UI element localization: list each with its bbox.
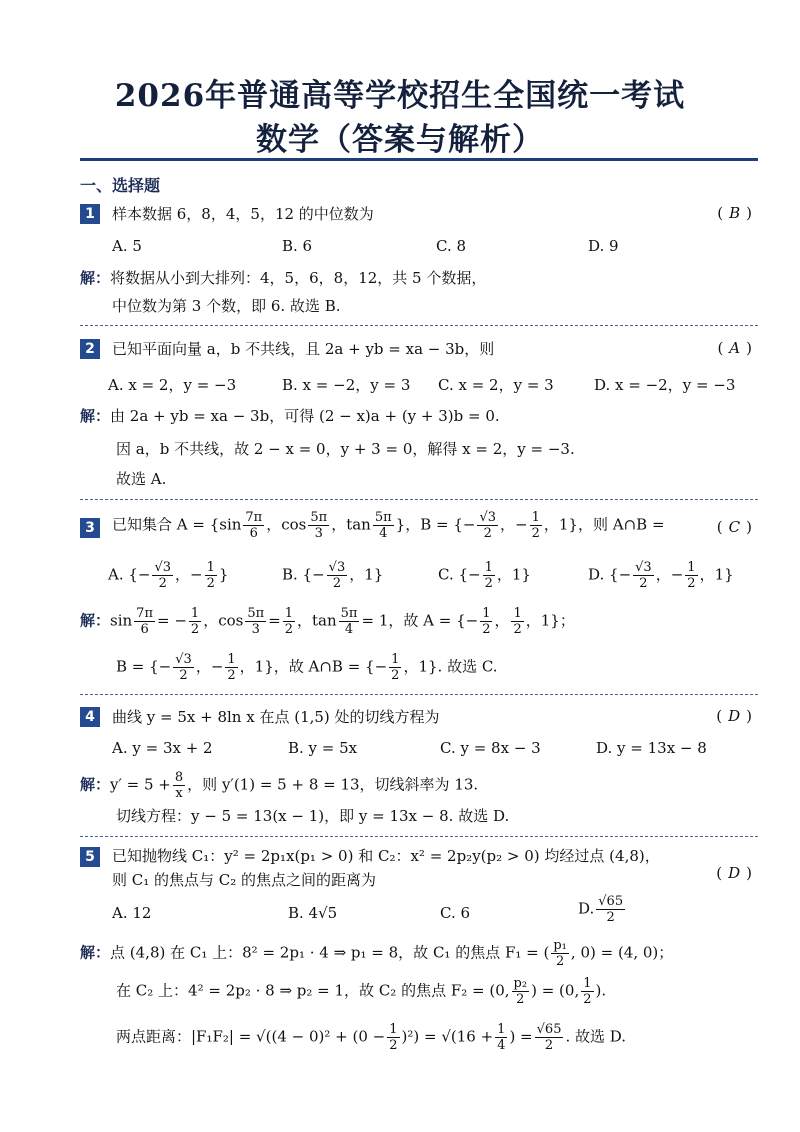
question-number-4: 4 bbox=[80, 707, 100, 727]
question-5-answer: ( D ) bbox=[716, 864, 752, 882]
exam-title: 2026年普通高等学校招生全国统一考试 bbox=[114, 78, 686, 114]
divider bbox=[80, 836, 758, 837]
option-a: A. y = 3x + 2 bbox=[112, 739, 213, 757]
question-2-stem: 已知平面向量 a，b 不共线，且 2a + yb = xa − 3b，则 bbox=[112, 340, 495, 358]
option-a: A. 5 bbox=[112, 237, 142, 255]
option-a: A. x = 2，y = −3 bbox=[108, 376, 237, 394]
option-d: D. 9 bbox=[588, 237, 619, 255]
divider bbox=[80, 325, 758, 326]
option-c: C. 8 bbox=[436, 237, 467, 255]
solution-5-line-1: 解：点 (4,8) 在 C₁ 上：8² = 2p₁ · 4 ⇒ p₁ = 8，故 C₁ 的焦点 F₁ = ( $\frac{\text{p₁}}{2}$ , 0) = (4, 0)； bbox=[80, 938, 674, 969]
solution-3-line-1: 解：sin $\frac{7\pi}{6}$ = − $\frac{1}{2}$ ，cos $\frac{5\pi}{3}$ = $\frac{1}{2}$ ，tan $\frac{5\pi}{4}$ = 1，故 A = {− $\frac{1}{2}$ ， $\frac{1}{2}$ ，1}； bbox=[80, 606, 575, 637]
solution-2-line-2: 因 a，b 不共线，故 2 − x = 0，y + 3 = 0，解得 x = 2，y = −3. bbox=[116, 440, 575, 458]
question-4-answer: ( D ) bbox=[716, 707, 752, 725]
option-b: B. 4√5 bbox=[288, 904, 338, 922]
question-number-1: 1 bbox=[80, 204, 100, 224]
option-c: C. x = 2，y = 3 bbox=[438, 376, 554, 394]
option-d: D. $\frac{√65}{2}$ bbox=[578, 894, 624, 925]
question-5-stem-line-1: 已知抛物线 C₁：y² = 2p₁x(p₁ > 0) 和 C₂：x² = 2p₂y(p₂ > 0) 均经过点 (4,8)， bbox=[112, 847, 660, 865]
question-1-stem: 样本数据 6，8，4，5，12 的中位数为 bbox=[112, 205, 374, 223]
option-a: A. 12 bbox=[112, 904, 152, 922]
option-c: C. y = 8x − 3 bbox=[440, 739, 541, 757]
solution-1-line-2: 中位数为第 3 个数，即 6. 故选 B. bbox=[112, 297, 341, 315]
option-b: B. x = −2，y = 3 bbox=[282, 376, 411, 394]
option-c: C. {− $\frac{1}{2}$ ，1} bbox=[438, 560, 531, 591]
question-3-answer: ( C ) bbox=[716, 518, 752, 536]
solution-2-line-1: 解：由 2a + yb = xa − 3b，可得 (2 − x)a + (y + 3)b = 0. bbox=[80, 407, 500, 425]
question-2-answer: ( A ) bbox=[717, 339, 752, 357]
divider bbox=[80, 694, 758, 695]
option-b: B. 6 bbox=[282, 237, 313, 255]
question-5-stem-line-2: 则 C₁ 的焦点与 C₂ 的焦点之间的距离为 bbox=[112, 871, 377, 889]
question-4-stem: 曲线 y = 5x + 8ln x 在点 (1,5) 处的切线方程为 bbox=[112, 708, 440, 726]
option-d: D. {− $\frac{√3}{2}$ ，− $\frac{1}{2}$ ，1} bbox=[588, 560, 734, 591]
question-number-2: 2 bbox=[80, 339, 100, 359]
question-number-3: 3 bbox=[80, 518, 100, 538]
question-1-answer: ( B ) bbox=[717, 204, 752, 222]
question-3-stem: 已知集合 A = {sin $\frac{7\pi}{6}$ ，cos $\frac{5\pi}{3}$ ，tan $\frac{5\pi}{4}$ }，B = {− $\frac{√3}{2}$ ，− $\frac{1}{2}$ ，1}，则 A∩B = bbox=[112, 510, 665, 541]
question-number-5: 5 bbox=[80, 847, 100, 867]
divider bbox=[80, 499, 758, 500]
option-b: B. {− $\frac{√3}{2}$ ，1} bbox=[282, 560, 384, 591]
solution-5-line-2: 在 C₂ 上：4² = 2p₂ · 8 ⇒ p₂ = 1，故 C₂ 的焦点 F₂ = (0, $\frac{\text{p₂}}{2}$ ) = (0, $\frac{1}{2}$ ). bbox=[116, 976, 607, 1007]
option-d: D. x = −2，y = −3 bbox=[594, 376, 736, 394]
solution-2-line-3: 故选 A. bbox=[116, 470, 167, 488]
exam-subtitle: 数学（答案与解析） bbox=[256, 122, 544, 158]
solution-5-line-3: 两点距离：|F₁F₂| = √((4 − 0)² + (0 − $\frac{1}{2}$ )²) = √(16 + $\frac{1}{4}$ ) = $\frac{√65}{2}$ . 故选 D. bbox=[116, 1022, 627, 1053]
option-a: A. {− $\frac{√3}{2}$ ，− $\frac{1}{2}$ } bbox=[108, 560, 229, 591]
solution-4-line-2: 切线方程：y − 5 = 13(x − 1)，即 y = 13x − 8. 故选 D. bbox=[116, 807, 510, 825]
section-heading: 一、选择题 bbox=[80, 176, 161, 195]
solution-3-line-2: B = {− $\frac{√3}{2}$ ，− $\frac{1}{2}$ ，1}，故 A∩B = {− $\frac{1}{2}$ ，1}. 故选 C. bbox=[116, 652, 498, 683]
solution-1-line-1: 解：将数据从小到大排列：4，5，6，8，12，共 5 个数据， bbox=[80, 269, 487, 287]
solution-4-line-1: 解：y′ = 5 + $\frac{8}{x}$ ，则 y′(1) = 5 + 8 = 13，切线斜率为 13. bbox=[80, 770, 479, 801]
option-d: D. y = 13x − 8 bbox=[596, 739, 707, 757]
title-rule bbox=[80, 158, 758, 161]
option-b: B. y = 5x bbox=[288, 739, 358, 757]
option-c: C. 6 bbox=[440, 904, 471, 922]
